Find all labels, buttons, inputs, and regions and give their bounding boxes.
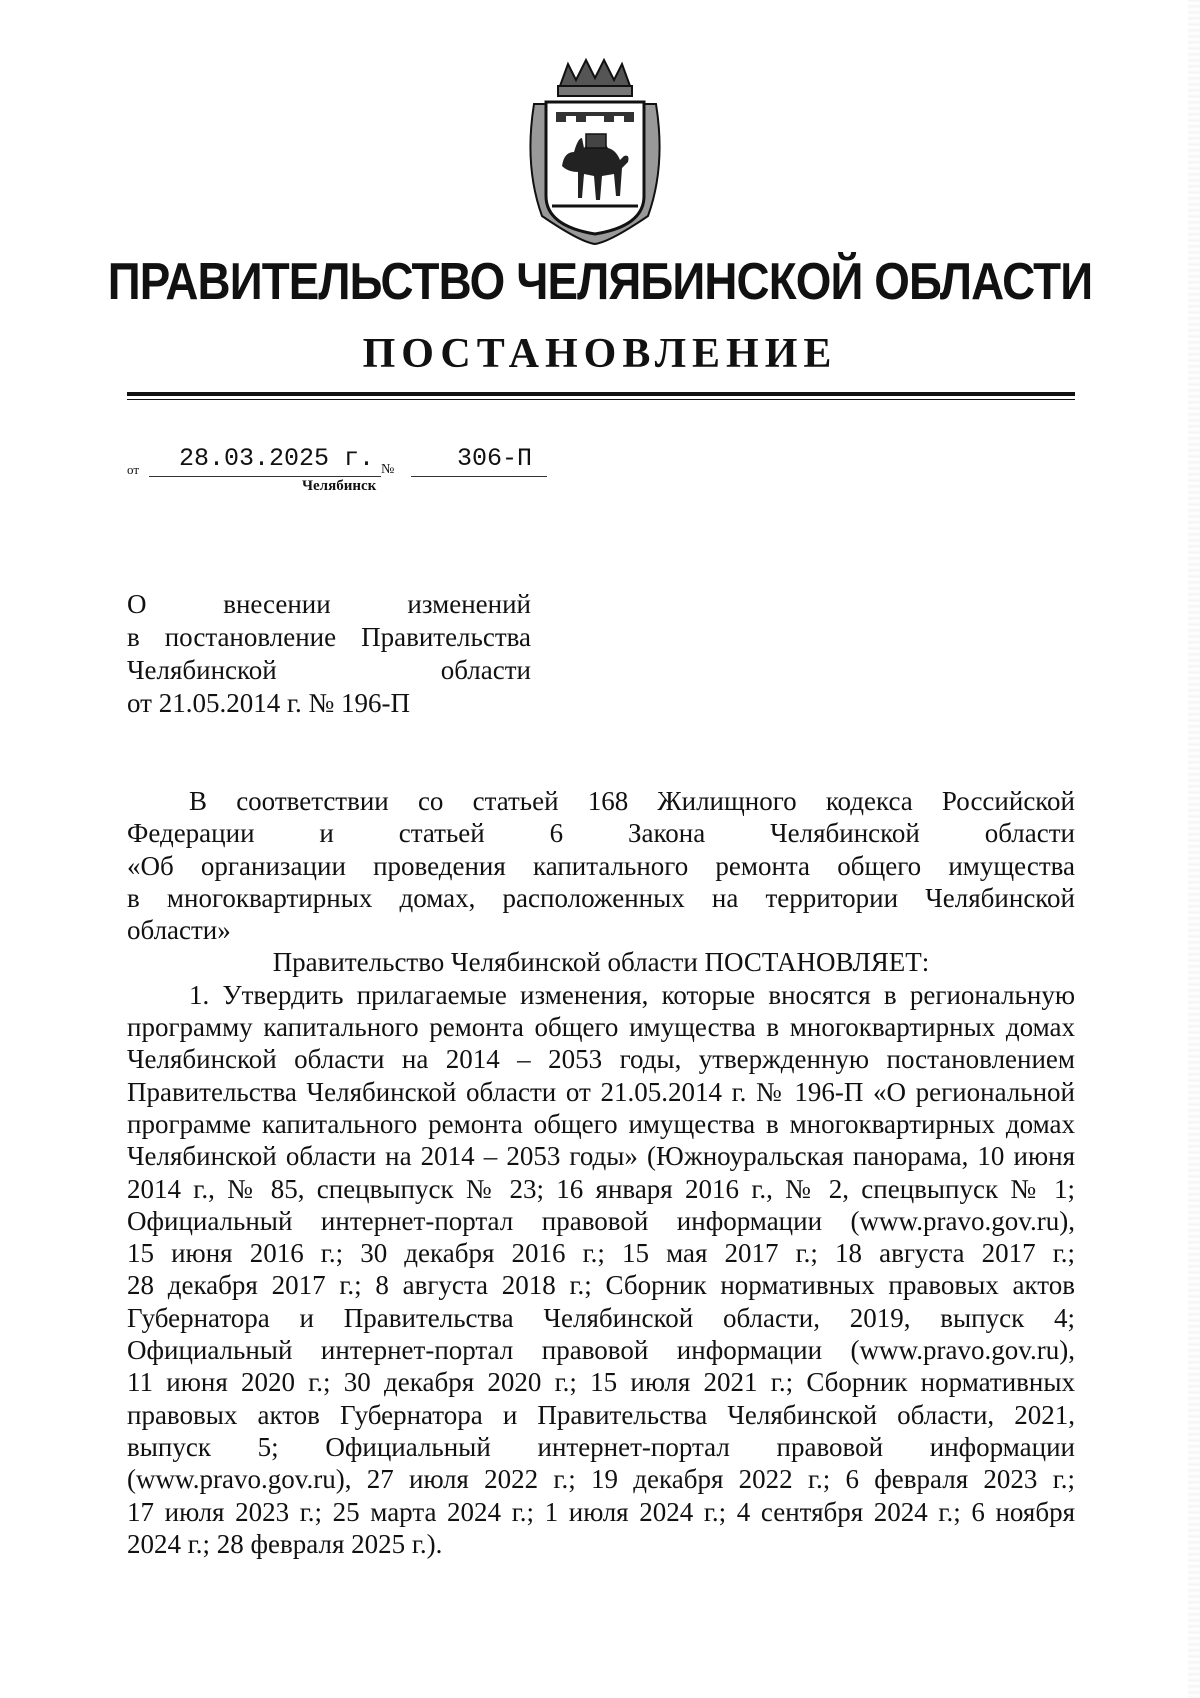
subject-line: Челябинской области <box>127 655 531 685</box>
item-line: Губернатора и Правительства Челябинской области, 2019, выпуск 4; <box>127 1302 1075 1333</box>
item-line: Челябинской области на 2014 – 2053 годы» (Южноуральская панорама, 10 июня <box>127 1141 1075 1172</box>
document-type-heading: ПОСТАНОВЛЕНИЕ <box>362 331 838 377</box>
preamble-line: В соответствии со статьей 168 Жилищного кодекса Российской <box>189 786 1075 816</box>
from-label: от <box>127 462 140 477</box>
document-subject <box>127 588 531 720</box>
item-line: 1. Утвердить прилагаемые изменения, которые вносятся в региональную <box>189 979 1075 1010</box>
chelyabinsk-coat-of-arms-icon <box>520 56 670 246</box>
number-label: № <box>381 462 395 477</box>
item-line: правовых актов Губернатора и Правительства Челябинской области, 2021, <box>127 1399 1075 1430</box>
organization-title: ПРАВИТЕЛЬСТВО ЧЕЛЯБИНСКОЙ ОБЛАСТИ <box>107 253 1093 311</box>
item-line: Правительства Челябинской области от 21.05.2014 г. № 196-П «О региональной <box>127 1076 1075 1107</box>
preamble-line: Федерации и статьей 6 Закона Челябинской области <box>127 818 1075 849</box>
document-date: 28.03.2025 г. <box>179 444 375 473</box>
item-line: 2014 г., № 85, спецвыпуск № 23; 16 января 2016 г., № 2, спецвыпуск № 1; <box>127 1173 1075 1204</box>
number-underline <box>411 476 547 477</box>
resolution-statement: Правительство Челябинской области ПОСТАНОВЛЯЕТ: <box>272 947 930 978</box>
city-name: Челябинск <box>302 478 377 494</box>
item-line: Челябинской области на 2014 – 2053 годы, утвержденную постановлением <box>127 1044 1075 1075</box>
preamble-line: области» <box>127 915 231 946</box>
item-line: 15 июня 2016 г.; 30 декабря 2016 г.; 15 мая 2017 г.; 18 августа 2017 г.; <box>127 1238 1075 1269</box>
header-divider-thick <box>127 392 1075 396</box>
document-body <box>127 785 1075 1560</box>
item-line: 28 декабря 2017 г.; 8 августа 2018 г.; Сборник нормативных правовых актов <box>127 1270 1075 1301</box>
date-underline <box>149 476 381 477</box>
subject-line: в постановление Правительства <box>127 622 531 652</box>
item-line: Официальный интернет-портал правовой информации (www.pravo.gov.ru), <box>127 1335 1075 1366</box>
item-line: 17 июля 2023 г.; 25 марта 2024 г.; 1 июля 2024 г.; 4 сентября 2024 г.; 6 ноября <box>127 1496 1075 1527</box>
item-line: Официальный интернет-портал правовой информации (www.pravo.gov.ru), <box>127 1205 1075 1236</box>
item-line: выпуск 5; Официальный интернет-портал правовой информации <box>127 1431 1075 1462</box>
registration-block <box>127 440 557 480</box>
item-line: 2024 г.; 28 февраля 2025 г.). <box>127 1528 443 1559</box>
item-line: 11 июня 2020 г.; 30 декабря 2020 г.; 15 июля 2021 г.; Сборник нормативных <box>127 1367 1075 1398</box>
item-line: программу капитального ремонта общего имущества в многоквартирных домах <box>127 1012 1075 1043</box>
subject-line: О внесении изменений <box>127 589 531 619</box>
scan-edge <box>1188 0 1200 1698</box>
item-line: (www.pravo.gov.ru), 27 июля 2022 г.; 19 декабря 2022 г.; 6 февраля 2023 г.; <box>127 1464 1075 1495</box>
subject-line: от 21.05.2014 г. № 196-П <box>127 688 410 718</box>
preamble-line: «Об организации проведения капитального ремонта общего имущества <box>127 850 1075 881</box>
header-divider-thin <box>127 399 1075 400</box>
document-number: 306-П <box>457 444 533 473</box>
item-line: программе капитального ремонта общего имущества в многоквартирных домах <box>127 1108 1075 1139</box>
preamble-line: в многоквартирных домах, расположенных на территории Челябинской <box>127 882 1075 913</box>
